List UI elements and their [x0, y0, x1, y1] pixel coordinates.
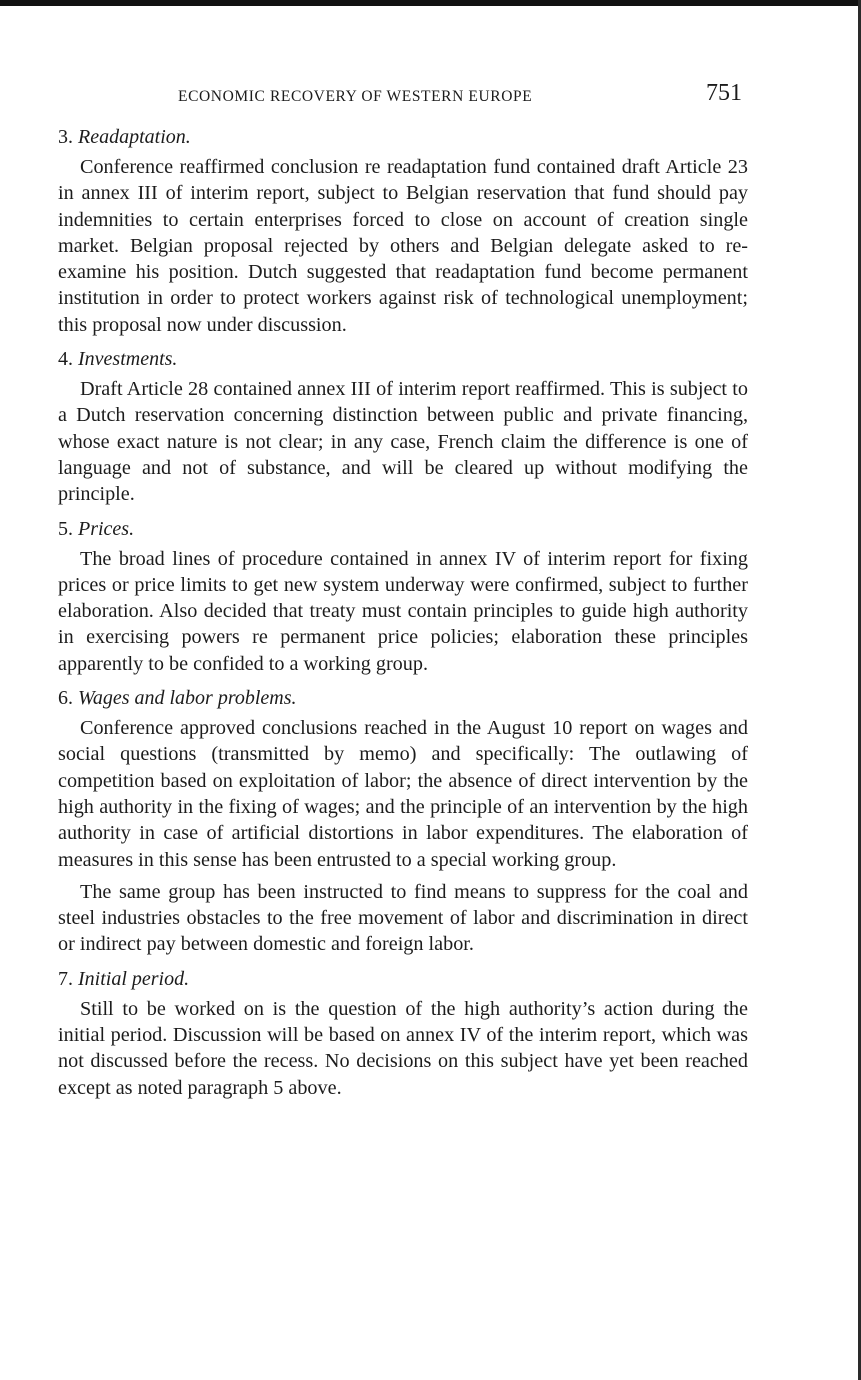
section-number: 4.	[58, 348, 73, 371]
section-heading	[58, 966, 748, 992]
section-title: Wages and labor problems.	[78, 687, 297, 710]
running-head-title: ECONOMIC RECOVERY OF WESTERN EUROPE	[178, 88, 533, 105]
section-prices	[58, 516, 748, 677]
section-paragraph: Draft Article 28 contained annex III of interim report reaffirmed. This is subject to a Dutch reservation concerning distinction between public and private financing, whose exact nature is not clear; in any case, French claim the difference is one of language and not of substance, and will be cleared up without modifying the principle.	[58, 378, 748, 506]
section-title: Readaptation.	[78, 126, 191, 148]
section-initial-period	[58, 966, 748, 1101]
section-paragraph: Conference approved conclusions reached in the August 10 report on wages and social questions (transmitted by memo) and specifically: The outlawing of competition based on exploitation of labor; the absence of direct intervention by the high authority in the fixing of wages; and the principle of an intervention by the high authority in case of artificial distortions in labor expenditures. The elaboration of measures in this sense has been entrusted to a special working group.	[58, 717, 748, 871]
section-number: 6.	[58, 687, 73, 710]
section-number: 3.	[58, 126, 73, 148]
section-paragraph: Conference reaffirmed conclusion re readaptation fund contained draft Article 23 in annex III of interim report, subject to Belgian reservation that fund should pay indemnities to certain enterprises forced to close on account of creation single market. Belgian proposal rejected by others and Belgian delegate asked to re-examine his position. Dutch suggested that readaptation fund become permanent institution in order to protect workers against risk of technological unemployment; this proposal now under discussion.	[58, 156, 748, 336]
section-number: 5.	[58, 517, 73, 540]
section-heading	[58, 516, 748, 542]
section-wages-labor	[58, 685, 748, 958]
section-heading	[58, 346, 748, 372]
section-readaptation	[58, 124, 748, 338]
page	[58, 76, 748, 1107]
top-border	[0, 0, 861, 6]
section-investments	[58, 346, 748, 507]
running-head	[58, 76, 748, 116]
section-title: Prices.	[78, 517, 135, 540]
section-paragraph: Still to be worked on is the question of the high authority’s action during the initial period. Discussion will be based on annex IV of the interim report, which was not discussed before the recess. No decisions on this subject have yet been reached except as noted paragraph 5 above.	[58, 997, 748, 1099]
section-paragraph: The same group has been instructed to find means to suppress for the coal and steel industries obstacles to the free movement of labor and discrimination in direct or indirect pay between domestic and foreign labor.	[58, 880, 748, 956]
section-paragraph: The broad lines of procedure contained in annex IV of interim report for fixing prices or price limits to get new system underway were confirmed, subject to further elaboration. Also decided that treaty must contain principles to guide high authority in exercising powers re permanent price policies; elaboration these principles apparently to be confided to a working group.	[58, 547, 748, 675]
section-title: Initial period.	[78, 967, 190, 990]
section-number: 7.	[58, 967, 73, 990]
page-number: 751	[706, 80, 742, 106]
section-heading	[58, 685, 748, 711]
section-title: Investments.	[78, 348, 178, 371]
section-heading	[58, 124, 748, 150]
